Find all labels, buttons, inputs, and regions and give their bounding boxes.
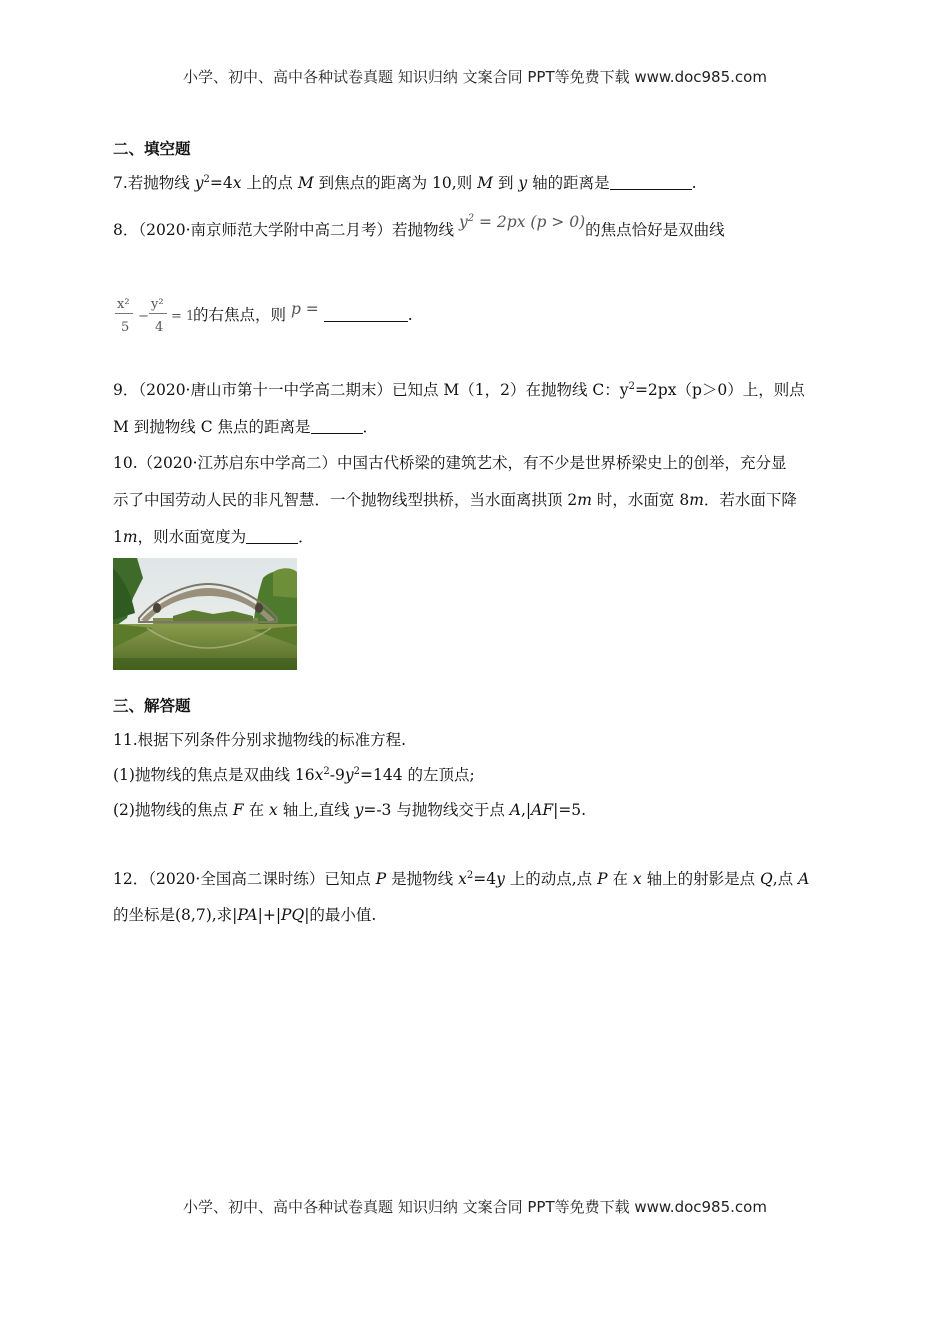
answer-blank	[324, 305, 408, 322]
arch-bridge-photo	[113, 558, 297, 670]
question-11: 11.根据下列条件分别求抛物线的标准方程.	[113, 731, 407, 749]
page-footer: 小学、初中、高中各种试卷真题 知识归纳 文案合同 PPT等免费下载 www.doc985.com	[183, 1198, 767, 1216]
question-7: 7.若抛物线 $y^2=4x$ 上的点 M 到焦点的距离为 10,则 M 到 y 轴的距离是 .	[113, 173, 697, 192]
section-answer: 三、解答题	[113, 697, 191, 715]
page-header: 小学、初中、高中各种试卷真题 知识归纳 文案合同 PPT等免费下载 www.doc985.com	[183, 68, 767, 86]
question-10: 10.（2020·江苏启东中学高二）中国古代桥梁的建筑艺术，有不少是世界桥梁史上的创举，充分显	[113, 454, 787, 472]
question-9-line2: M 到抛物线 C 焦点的距离是 ．	[113, 418, 379, 436]
section-fill-blank: 二、填空题	[113, 140, 191, 158]
question-10-line3: 1m，则水面宽度为 ．	[113, 528, 314, 546]
formula-hyperbola: x² 5 − y² 4 = 1	[117, 297, 195, 335]
question-8-line2: x² 5 − y² 4 = 1 的右焦点，则 p = .	[113, 294, 413, 340]
formula-parabola: $y^2 = 2px$ (p > 0)	[458, 212, 586, 231]
answer-blank	[610, 173, 692, 190]
question-11-part2: (2)抛物线的焦点 F 在 x 轴上,直线 y=-3 与抛物线交于点 A,|AF|=5.	[113, 801, 587, 819]
question-12-line2: 的坐标是(8,7),求|PA|+|PQ|的最小值.	[113, 906, 377, 924]
question-9: 9．（2020·唐山市第十一中学高二期末）已知点 M（1，2）在抛物线 C：$y^2=2px(p>0)$上，则点	[113, 380, 805, 399]
question-10-line2: 示了中国劳动人民的非凡智慧．一个抛物线型拱桥，当水面离拱顶 2m 时，水面宽 8m．若水面下降	[113, 491, 797, 509]
question-8: 8．（2020·南京师范大学附中高二月考）若抛物线 $y^2 = 2px$ (p > 0)的焦点恰好是双曲线	[113, 212, 725, 239]
question-11-part1: (1)抛物线的焦点是双曲线 $16x^2-9y^2=144$ 的左顶点;	[113, 765, 475, 784]
question-12: 12．（2020·全国高二课时练）已知点 P 是抛物线 $x^2=4y$ 上的动点,点 P 在 x 轴上的射影是点 Q,点 A	[113, 869, 810, 888]
answer-blank	[311, 417, 363, 434]
answer-blank	[246, 527, 298, 544]
